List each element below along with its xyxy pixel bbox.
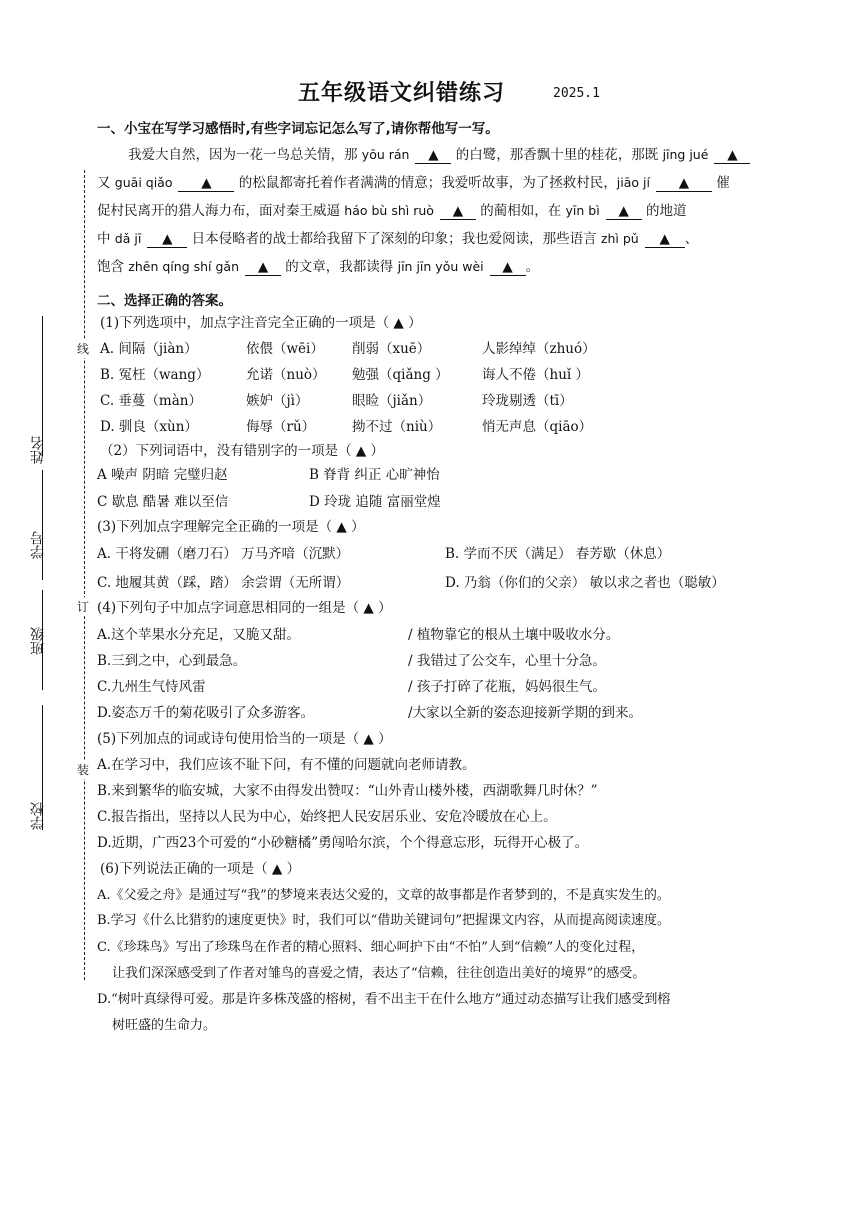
q1-option-cell: 嫉妒（jì）	[246, 393, 309, 409]
section1-heading: 一、小宝在写学习感悟时,有些字词忘记怎么写了,请你帮他写一写。	[97, 121, 499, 137]
q4-option-part: / 我错过了公交车，心里十分急。	[408, 653, 606, 669]
q1-option-cell: 拗不过（niù）	[352, 419, 442, 435]
q2-option-a: A 噪声 阴暗 完璧归赵	[97, 467, 228, 483]
class-label: 班级	[30, 627, 46, 655]
pinyin: guāi qiǎo	[114, 175, 173, 190]
answer-blank[interactable]: ▲	[714, 147, 750, 164]
pinyin: yōu rán	[361, 147, 410, 162]
answer-blank[interactable]: ▲	[245, 259, 281, 276]
q1-option-cell: C. 垂蔓（màn）	[100, 393, 202, 409]
section1-line	[97, 174, 730, 192]
q1-option-cell: 诲人不倦（huǐ ）	[482, 367, 589, 383]
name-field-line[interactable]	[42, 316, 43, 456]
section1-line	[97, 230, 698, 248]
q6-option-a: A.《父爱之舟》是通过写“我”的梦境来表达父爱的，文章的故事都是作者梦到的，不是真实发生的。	[97, 888, 670, 903]
q1-option-cell: D. 驯良（xùn）	[100, 419, 198, 435]
q1-option-cell: 允诺（nuò）	[246, 367, 326, 383]
q4-option-part: / 孩子打碎了花瓶，妈妈很生气。	[408, 679, 606, 695]
q4-option-part: B.三到之中，心到最急。	[97, 653, 247, 669]
q5-option-a: A.在学习中，我们应该不耻下问，有不懂的问题就向老师请教。	[97, 757, 476, 773]
q4-option-part: / 植物靠它的根从土壤中吸收水分。	[408, 627, 620, 643]
q5-option-b: B.来到繁华的临安城，大家不由得发出赞叹：“山外青山楼外楼，西湖歌舞几时休？”	[97, 783, 598, 799]
binding-dash-line	[84, 170, 85, 980]
answer-blank[interactable]: ▲	[656, 175, 712, 192]
student-id-field-line[interactable]	[42, 470, 43, 580]
passage-text: 的文章，我都读得	[281, 259, 398, 275]
binding-label-bind: 装	[77, 760, 89, 779]
section1-line	[128, 146, 750, 164]
q5-stem: (5)下列加点的词或诗句使用恰当的一项是（ ▲ ）	[97, 731, 392, 747]
passage-text: 、	[684, 231, 699, 247]
q4-option-part: D.姿态万千的菊花吸引了众多游客。	[97, 705, 315, 721]
pinyin: zhēn qíng shí gǎn	[128, 259, 240, 274]
q6-option-b: B.学习《什么比猎豹的速度更快》时，我们可以“借助关键词句”把握课文内容，从而提高阅读速度。	[97, 913, 670, 928]
answer-blank[interactable]: ▲	[606, 203, 642, 220]
binding-label-line: 线	[77, 339, 89, 358]
q1-option-cell: 眼睑（jiǎn）	[352, 393, 432, 409]
passage-text: 中	[97, 231, 115, 247]
pinyin: dǎ jī	[114, 231, 142, 246]
passage-text: 的松鼠都寄托着作者满满的情意；我爱听故事，为了拯救村民，	[234, 175, 617, 191]
name-label: 姓名	[30, 436, 46, 464]
date: 2025.1	[553, 86, 600, 101]
pinyin: jīng jué	[662, 147, 709, 162]
q6-option-c-cont: 让我们深深感受到了作者对雏鸟的喜爱之情，表达了“信赖，往往创造出美好的境界”的感受。	[112, 966, 646, 981]
passage-text: 的地道	[641, 203, 687, 219]
q2-stem: （2）下列词语中，没有错别字的一项是（ ▲ ）	[100, 443, 385, 459]
q3-option-a: A. 干将发硎（磨刀石） 万马齐喑（沉默）	[97, 546, 350, 562]
section2-heading: 二、选择正确的答案。	[97, 293, 232, 309]
q1-option-cell: 玲珑剔透（tī）	[482, 393, 573, 409]
q6-option-d-cont: 树旺盛的生命力。	[112, 1018, 217, 1033]
q1-option-cell: 勉强（qiǎng ）	[352, 367, 449, 383]
q4-stem: (4)下列句子中加点字词意思相同的一组是（ ▲ ）	[97, 600, 392, 616]
q3-option-b: B. 学而不厌（满足） 春芳歇（休息）	[445, 546, 671, 562]
q3-option-c: C. 地履其黄（踩，踏） 余尝谓（无所谓）	[97, 575, 350, 591]
q2-option-d: D 玲珑 追随 富丽堂煌	[309, 494, 441, 510]
passage-text: 的白鹭，那香飘十里的桂花，那既	[451, 147, 663, 163]
student-id-label: 学号	[30, 531, 46, 559]
pinyin: jiāo jí	[616, 175, 650, 190]
binding-label-staple: 订	[77, 597, 89, 616]
q4-option-part: C.九州生气恃风雷	[97, 679, 206, 695]
passage-text: 催	[711, 175, 730, 191]
q2-option-b: B 脊背 纠正 心旷神怡	[309, 467, 440, 483]
q1-option-cell: 依偎（wēi）	[246, 341, 324, 357]
page-title: 五年级语文纠错练习	[298, 81, 506, 106]
answer-blank[interactable]: ▲	[147, 231, 187, 248]
answer-blank[interactable]: ▲	[440, 203, 476, 220]
q5-option-d: D.近期，广西23个可爱的“小砂糖橘”勇闯哈尔滨，个个得意忘形，玩得开心极了。	[97, 835, 589, 851]
passage-text: 又	[97, 175, 115, 191]
q6-option-d: D.“树叶真绿得可爱。那是许多株茂盛的榕树，看不出主干在什么地方”通过动态描写让我们感受到榕	[97, 992, 671, 1007]
passage-text: 的蔺相如，在	[475, 203, 566, 219]
answer-blank[interactable]: ▲	[645, 231, 685, 248]
passage-text: 饱含	[97, 259, 129, 275]
q4-option-part: A.这个苹果水分充足，又脆又甜。	[97, 627, 301, 643]
q1-option-cell: A. 间隔（jiàn）	[100, 341, 198, 357]
passage-text: 日本侵略者的战士都给我留下了深刻的印象；我也爱阅读，那些语言	[187, 231, 601, 247]
answer-blank[interactable]: ▲	[415, 147, 451, 164]
q3-stem: (3)下列加点字理解完全正确的一项是（ ▲ ）	[97, 519, 365, 535]
q3-option-d: D. 乃翁（你们的父亲） 敏以求之者也（聪敏）	[445, 575, 725, 591]
passage-text: 促村民离开的猎人海力布，面对秦王威逼	[97, 203, 345, 219]
pinyin: yīn bì	[565, 203, 600, 218]
q1-option-cell: 削弱（xuē）	[352, 341, 431, 357]
section1-line	[97, 202, 687, 220]
passage-text: 。	[525, 259, 540, 275]
q1-option-cell: B. 冤枉（wang）	[100, 367, 210, 383]
section1-line	[97, 258, 539, 276]
passage-text: 我爱大自然，因为一花一鸟总关情，那	[128, 147, 362, 163]
pinyin: jīn jīn yǒu wèi	[397, 259, 484, 274]
q6-stem: (6)下列说法正确的一项是（ ▲ ）	[100, 861, 301, 877]
q1-stem: (1)下列选项中，加点字注音完全正确的一项是（ ▲ ）	[100, 315, 422, 331]
school-label: 学校	[30, 802, 46, 830]
q1-option-cell: 悄无声息（qiāo）	[482, 419, 593, 435]
pinyin: zhì pǔ	[600, 231, 639, 246]
q1-option-cell: 人影绰绰（zhuó）	[482, 341, 596, 357]
q6-option-c: C.《珍珠鸟》写出了珍珠鸟在作者的精心照料、细心呵护下由“不怕”人到“信赖”人的变化过程，	[97, 940, 645, 955]
q1-option-cell: 侮辱（rǔ）	[246, 419, 316, 435]
answer-blank[interactable]: ▲	[490, 259, 526, 276]
pinyin: háo bù shì ruò	[344, 203, 434, 218]
q5-option-c: C.报告指出，坚持以人民为中心，始终把人民安居乐业、安危冷暖放在心上。	[97, 809, 557, 825]
q4-option-part: /大家以全新的姿态迎接新学期的到来。	[408, 705, 643, 721]
answer-blank[interactable]: ▲	[178, 175, 234, 192]
q2-option-c: C 歇息 酷暑 难以至信	[97, 494, 229, 510]
